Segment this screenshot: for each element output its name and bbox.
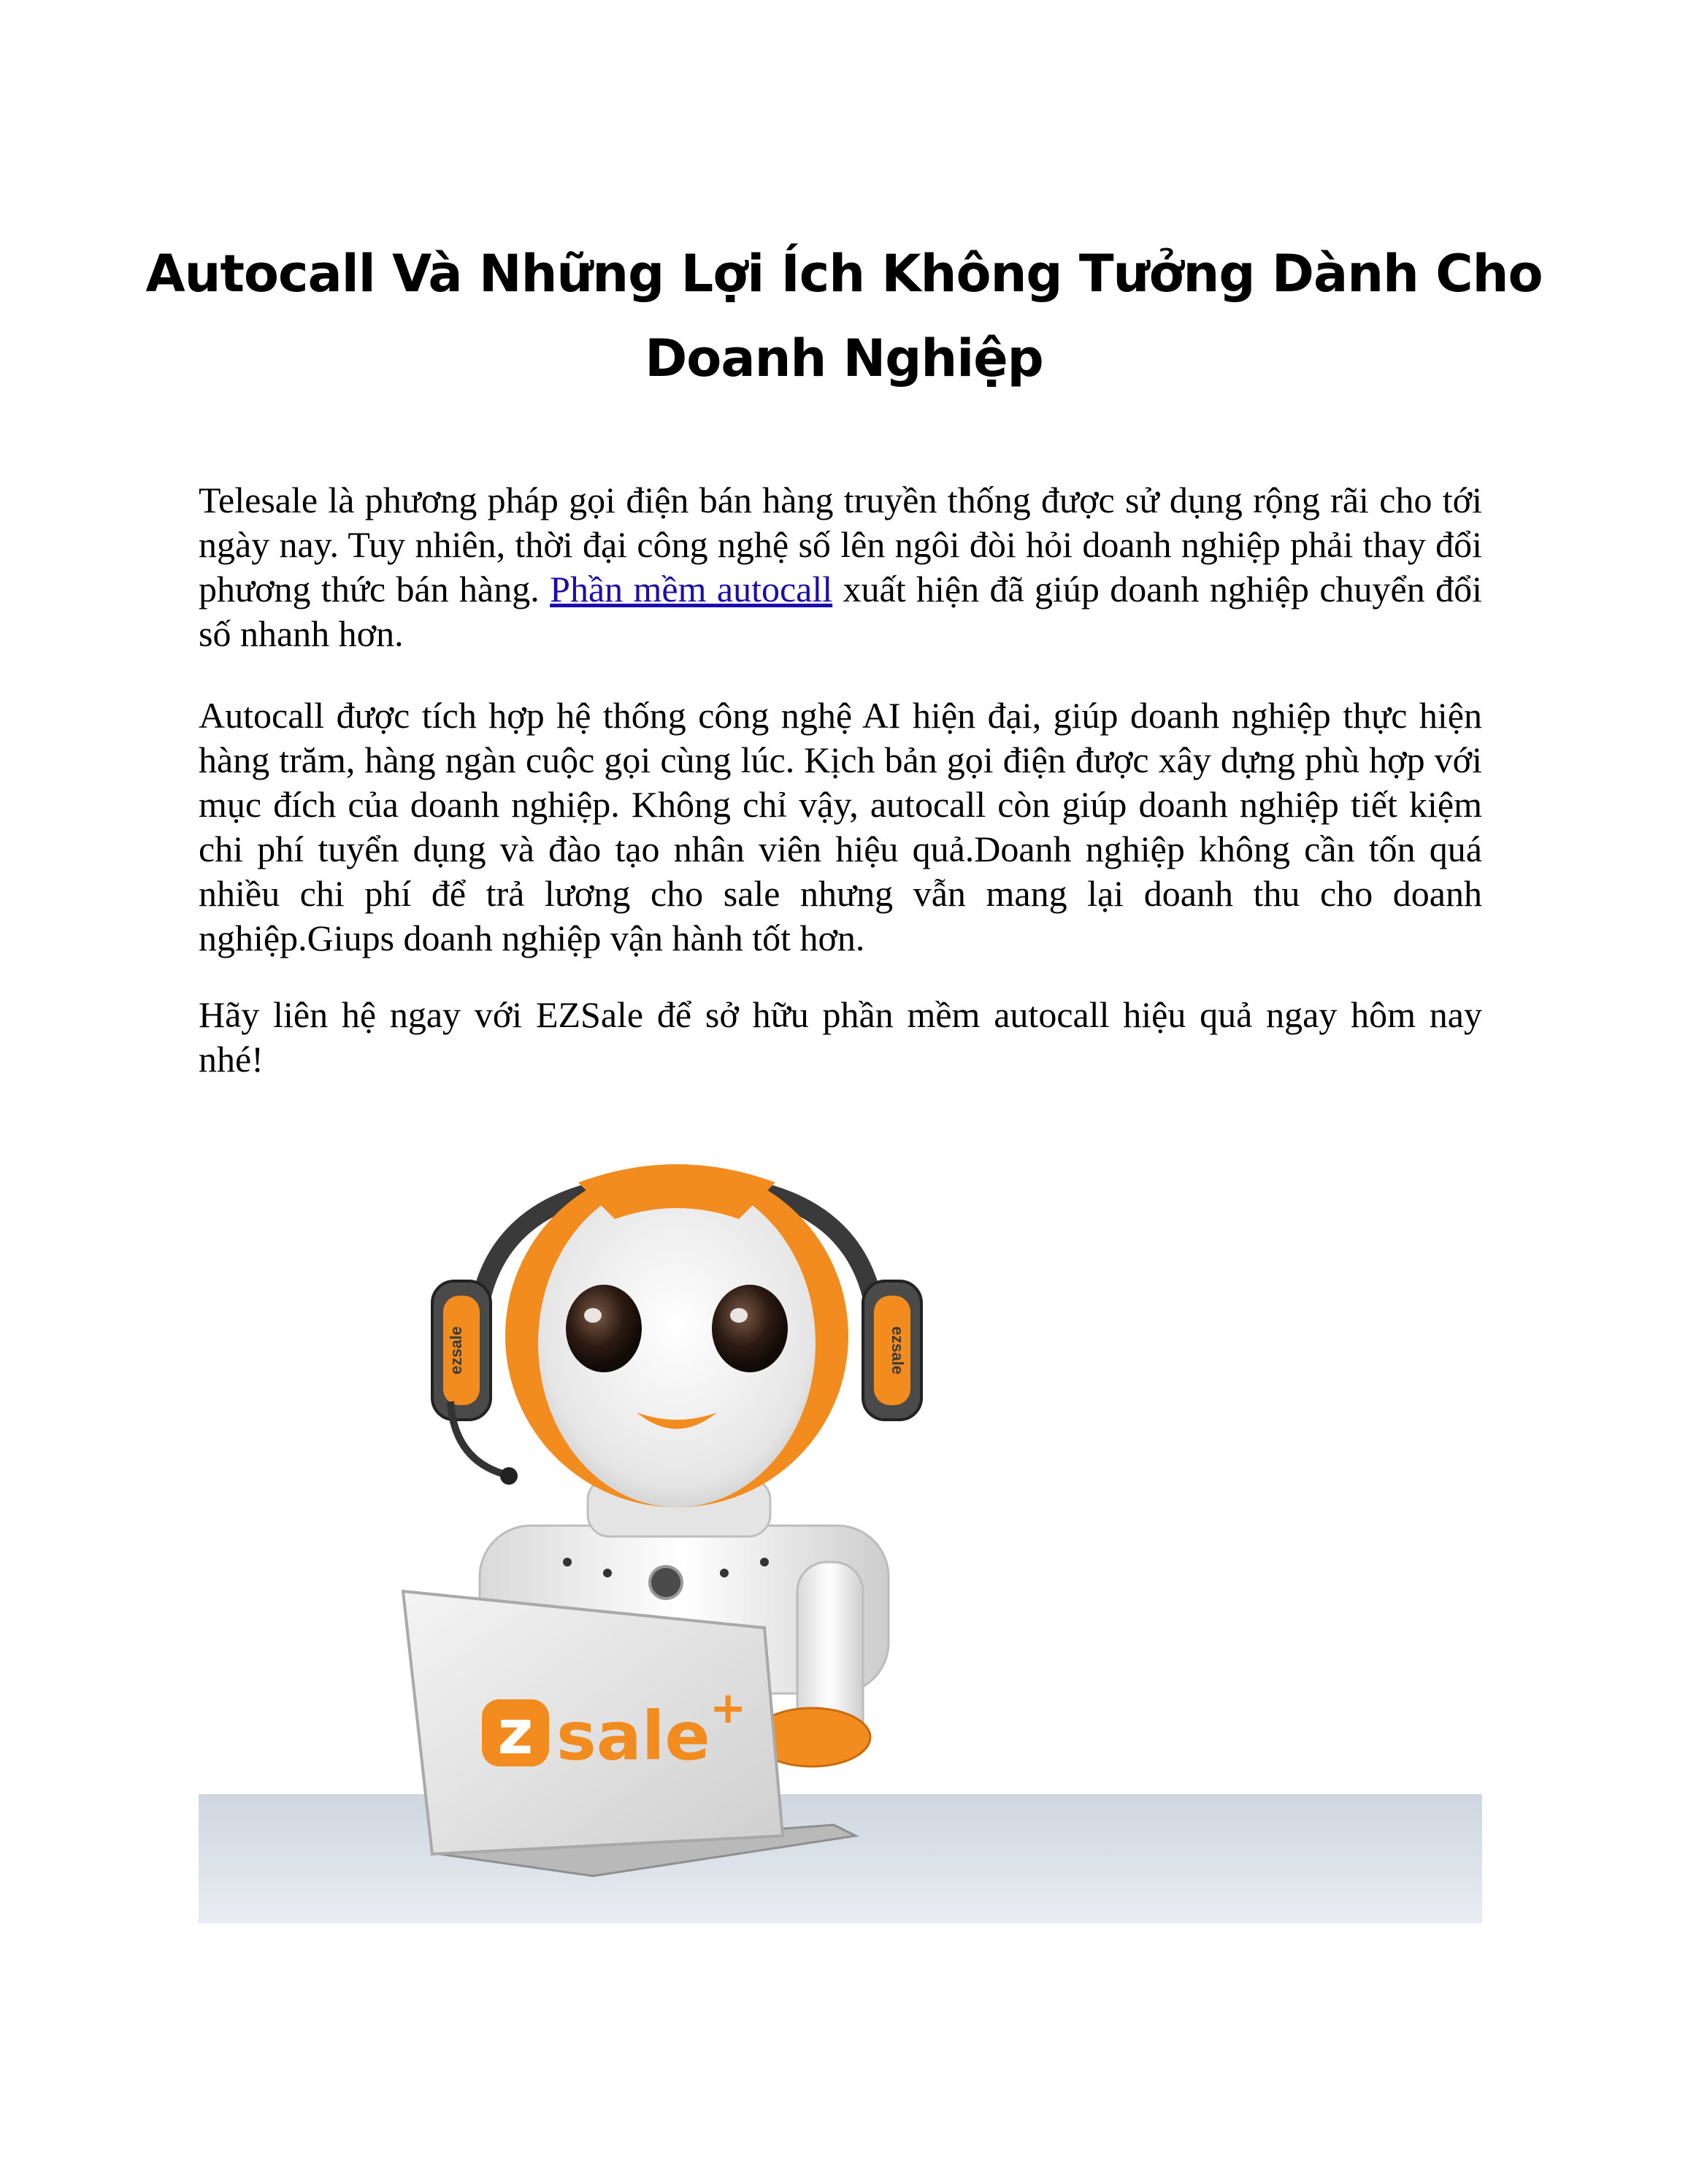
autocall-software-link[interactable]: Phần mềm autocall — [550, 569, 833, 610]
floor-surface — [199, 1794, 1482, 1923]
logo-plus: + — [710, 1683, 747, 1734]
ezsale-laptop-logo — [482, 1683, 746, 1775]
logo-letter: z — [497, 1696, 534, 1768]
title-line-2: Doanh Nghiệp — [645, 328, 1043, 388]
robot-eye-left — [566, 1285, 642, 1372]
chest-sensor — [650, 1566, 682, 1599]
page-title — [131, 231, 1557, 401]
headphone-logo-right: ezsale — [889, 1326, 907, 1375]
paragraph-intro-tail: xuất hiện đã giúp doanh nghiệp chuyển đổi số nhanh hơn. — [199, 569, 1482, 654]
logo-text: sale — [556, 1697, 710, 1775]
paragraph-benefits: Autocall được tích hợp hệ thống công nghệ AI hiện đại, giúp doanh nghiệp thực hiện hàng trăm, hàng ngàn cuộc gọi cùng lúc. Kịch bản gọi điện được xây dựng phù hợp với mục đích của doanh nghiệp. Không chỉ vậy, autocall còn giúp doanh nghiệp tiết kiệm chi phí tuyển dụng và đào tạo nhân viên hiệu quả.Doanh nghiệp không cần tốn quá nhiều chi phí để trả lương cho sale nhưng vẫn mang lại doanh thu cho doanh nghiệp.Giups doanh nghiệp vận hành tốt hơn. — [199, 695, 1482, 958]
robot-eye-right — [712, 1285, 788, 1372]
paragraph-intro — [199, 478, 1482, 656]
title-line-1: Autocall Và Những Lợi Ích Không Tưởng Dành Cho — [145, 243, 1543, 304]
paragraph-intro-text: Telesale là phương pháp gọi điện bán hàng truyền thống được sử dụng rộng rãi cho tới ngày nay. Tuy nhiên, thời đại công nghệ số lên ngôi đòi hỏi doanh nghiệp phải thay đổi phương thức bán hàng. — [199, 480, 1482, 610]
robot-illustration — [199, 1153, 1482, 1923]
paragraph-call-to-action: Hãy liên hệ ngay với EZSale để sở hữu phần mềm autocall hiệu quả ngay hôm nay nhé! — [199, 994, 1482, 1080]
headphone-logo-left: ezsale — [447, 1326, 465, 1375]
